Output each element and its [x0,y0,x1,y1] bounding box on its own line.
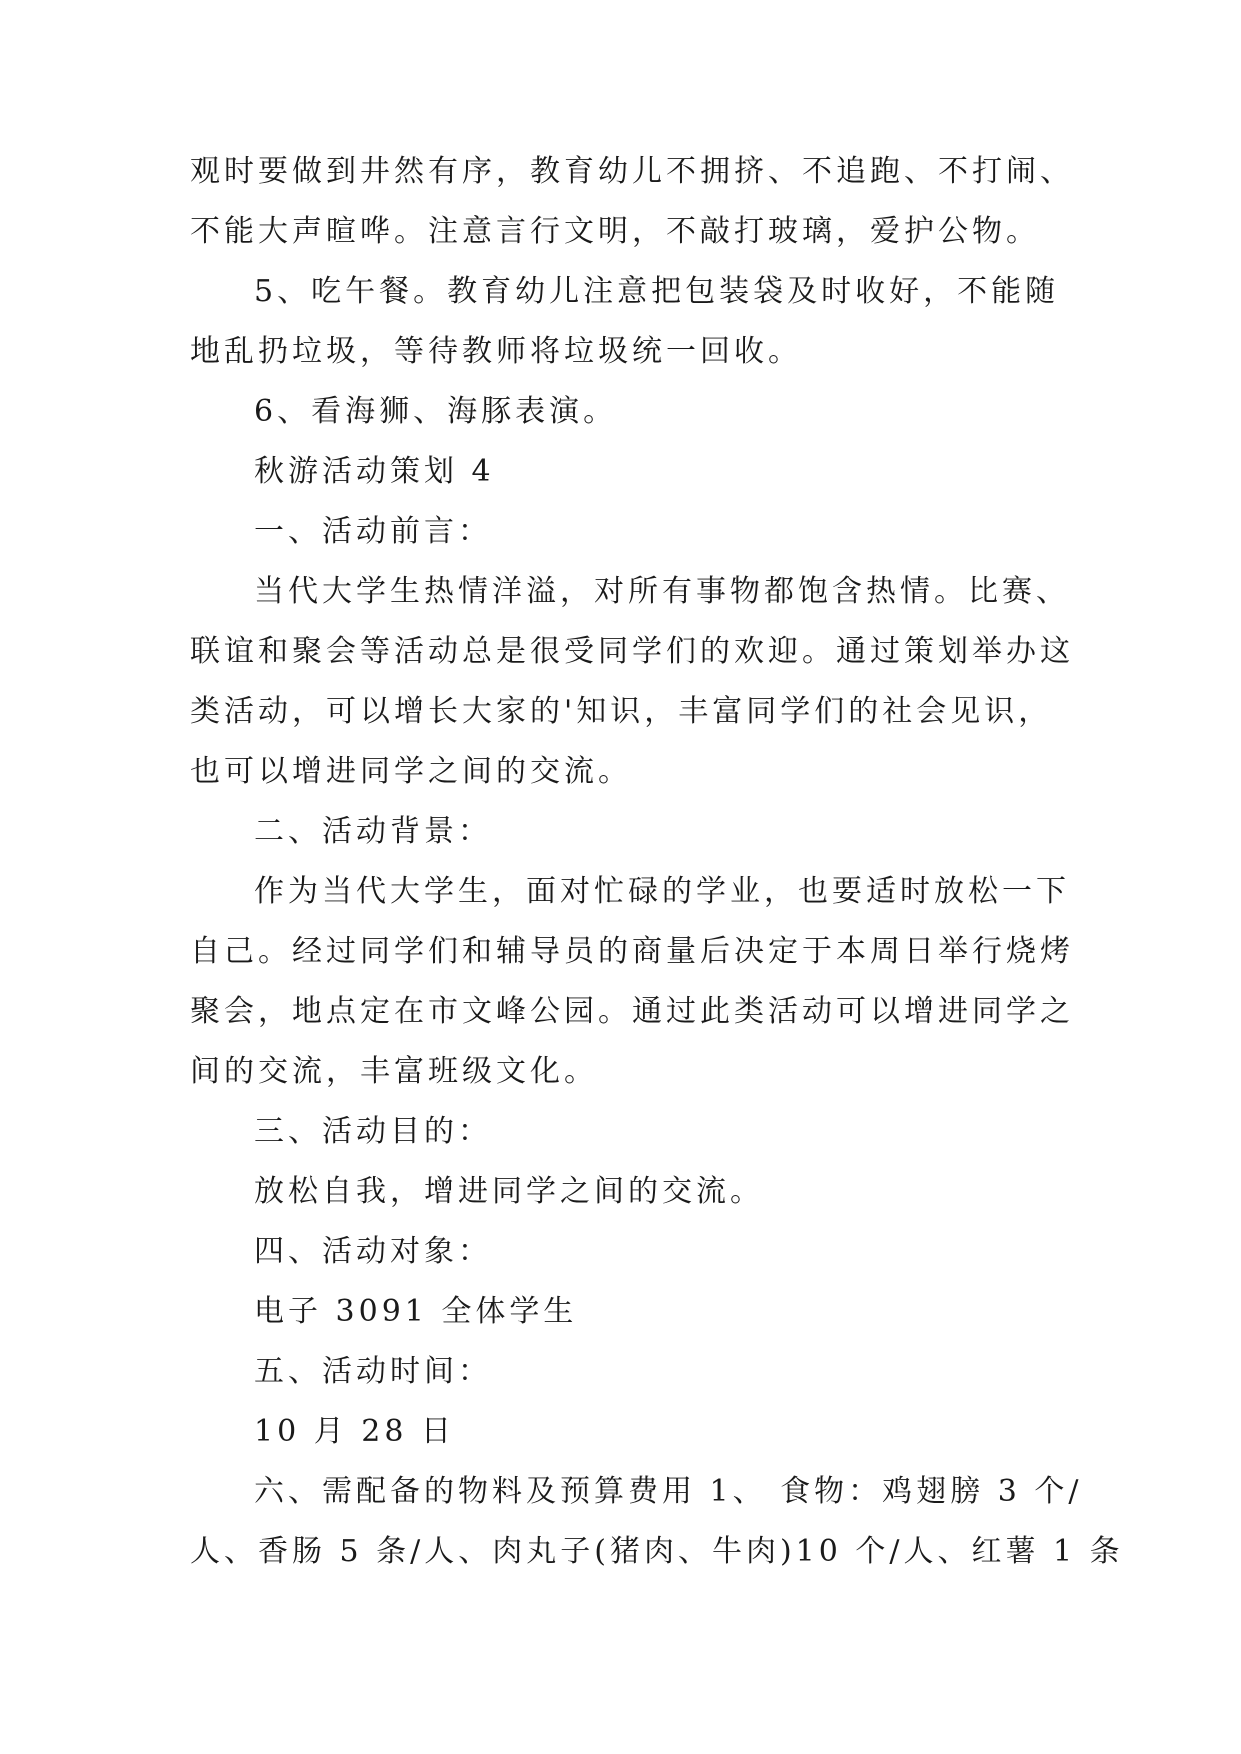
paragraph-line: 联谊和聚会等活动总是很受同学们的欢迎。通过策划举办这 [190,634,1074,669]
section-heading: 二、活动背景： [254,814,492,849]
paragraph-line: 作为当代大学生，面对忙碌的学业，也要适时放松一下 [254,874,1070,909]
paragraph-line: 聚会，地点定在市文峰公园。通过此类活动可以增进同学之 [190,994,1074,1029]
section-heading: 五、活动时间： [254,1354,492,1389]
paragraph-line: 间的交流，丰富班级文化。 [190,1054,598,1089]
paragraph-line: 不能大声暄哗。注意言行文明，不敲打玻璃，爱护公物。 [190,214,1040,249]
paragraph-line: 观时要做到井然有序，教育幼儿不拥挤、不追跑、不打闹、 [190,154,1074,189]
paragraph-line: 放松自我，增进同学之间的交流。 [254,1174,764,1209]
section-title: 秋游活动策划 4 [254,454,495,489]
paragraph-line: 也可以增进同学之间的交流。 [190,754,632,789]
paragraph-line: 人、香肠 5 条/人、肉丸子(猪肉、牛肉)10 个/人、红薯 1 条 [190,1534,1124,1569]
list-item: 5、吃午餐。教育幼儿注意把包装袋及时收好，不能随 [254,274,1060,309]
section-heading: 四、活动对象： [254,1234,492,1269]
section-heading: 一、活动前言： [254,514,492,549]
paragraph-line: 当代大学生热情洋溢，对所有事物都饱含热情。比赛、 [254,574,1070,609]
paragraph-line: 类活动，可以增长大家的'知识，丰富同学们的社会见识， [190,694,1053,729]
section-heading: 三、活动目的： [254,1114,492,1149]
list-item: 6、看海狮、海豚表演。 [254,394,618,429]
section-heading: 六、需配备的物料及预算费用 1、 食物：鸡翅膀 3 个/ [254,1474,1083,1509]
paragraph-line: 地乱扔垃圾，等待教师将垃圾统一回收。 [190,334,802,369]
paragraph-line: 自己。经过同学们和辅导员的商量后决定于本周日举行烧烤 [190,934,1074,969]
paragraph-line: 电子 3091 全体学生 [254,1294,578,1329]
paragraph-line: 10 月 28 日 [254,1414,455,1449]
